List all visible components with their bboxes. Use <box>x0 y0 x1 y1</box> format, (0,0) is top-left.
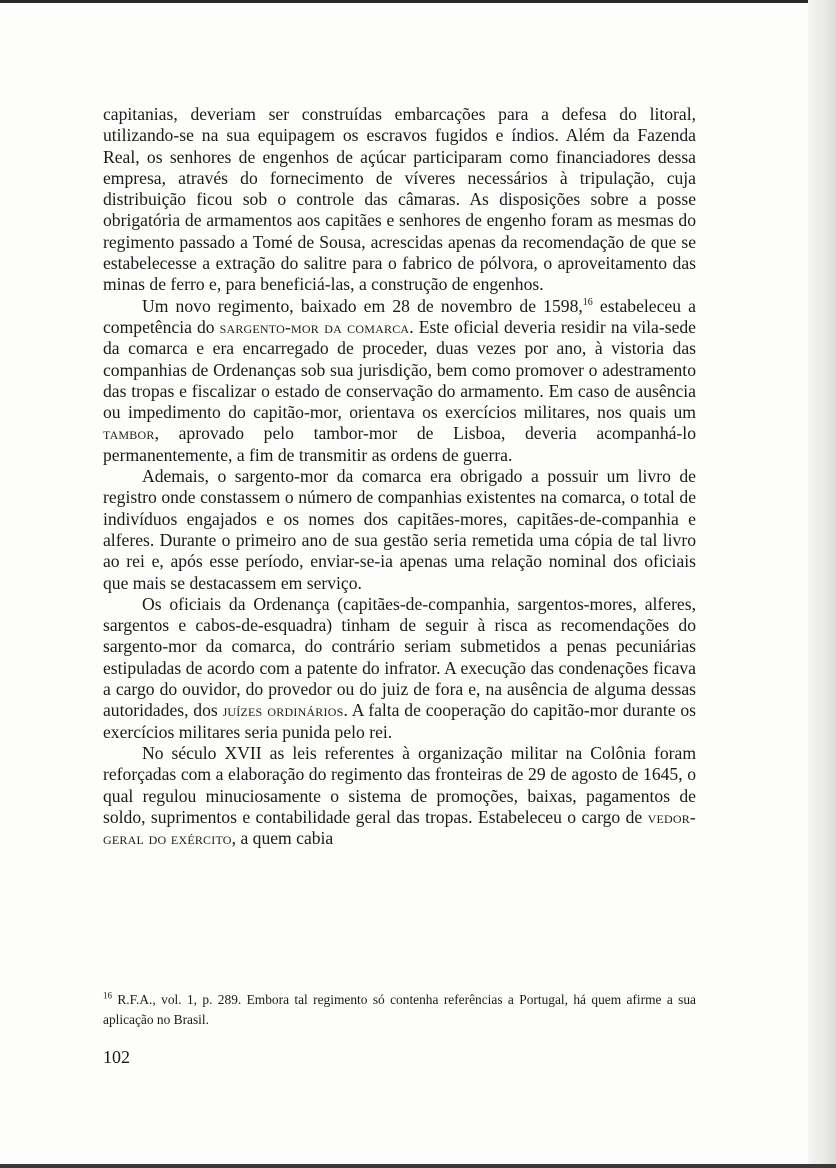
paragraph-text: , aprovado pelo tambor-mor de Lisboa, deveria acompanhá-lo permanentemente, a fim de transmitir as ordens de guerra. <box>103 423 696 465</box>
page-bottom-edge <box>0 1164 836 1168</box>
small-caps-term: juízes ordinários <box>222 700 344 721</box>
small-caps-term: sargento-mor da comarca <box>219 316 410 337</box>
paragraph-text: Ademais, o sargento-mor da comarca era obrigado a possuir um livro de registro onde constassem o número de companhias existentes na comarca, o total de indivíduos engajados e os nomes dos capitães-mores, capitães-de-companhia e alferes. Durante o primeiro ano de sua gestão seria remetida uma cópia de tal livro ao rei e, após esse período, enviar-se-ia apenas uma relação nominal dos oficiais que mais se destacassem em serviço. <box>103 466 696 593</box>
paragraph <box>103 743 696 849</box>
footnote-text: R.F.A., vol. 1, p. 289. Embora tal regimento só contenha referências a Portugal, há quem afirme a sua aplicação no Brasil. <box>103 992 696 1027</box>
paragraph <box>103 296 696 466</box>
footnote-reference: 16 <box>582 296 593 308</box>
paragraph <box>103 594 696 743</box>
small-caps-term: tambor <box>103 423 155 444</box>
footnote <box>103 990 696 1029</box>
paragraph-text: , a quem cabia <box>231 828 334 849</box>
paragraph-text: . A falta de cooperação do capitão-mor durante os exercícios militares seria punida pelo rei. <box>103 700 697 742</box>
paragraph-text: . Este oficial deveria residir na vila-sede da comarca e era encarregado de proceder, duas vezes por ano, à vistoria das companhias de Ordenanças sob sua jurisdição, bem como promover o adestramento das tropas e fiscalizar o estado de conservação do armamento. Em caso de ausência ou impedimento do capitão-mor, orientava os exercícios militares, nos quais um <box>103 316 696 423</box>
page-right-edge <box>808 0 836 1168</box>
body-text <box>103 104 696 849</box>
paragraph <box>103 466 696 594</box>
paragraph-text: No século XVII as leis referentes à organização militar na Colônia foram reforçadas com a elaboração do regimento das fronteiras de 29 de agosto de 1645, o qual regulou minuciosamente o sistema de promoções, baixas, pagamentos de soldo, suprimentos e contabilidade geral das tropas. Estabeleceu o cargo de <box>103 742 696 827</box>
page-top-edge <box>0 0 836 3</box>
paragraph <box>103 104 696 296</box>
footnote-number: 16 <box>103 990 112 1001</box>
paragraph-text: capitanias, deveriam ser construídas embarcações para a defesa do litoral, utilizando-se na sua equipagem os escravos fugidos e índios. Além da Fazenda Real, os senhores de engenhos de açúcar participaram como financiadores dessa empresa, através do fornecimento de víveres necessários à tripulação, cuja distribuição ficou sob o controle das câmaras. As disposições sobre a posse obrigatória de armamentos aos capitães e senhores de engenho foram as mesmas do regimento passado a Tomé de Sousa, acrescidas apenas da recomendação de que se estabelecesse a extração do salitre para o fabrico de pólvora, o aproveitamento das minas de ferro e, para beneficiá-las, a construção de engenhos. <box>103 104 696 295</box>
paragraph-text: estabeleceu a competência do <box>103 295 696 337</box>
paragraph-text: Os oficiais da Ordenança (capitães-de-companhia, sargentos-mores, alferes, sargentos e cabos-de-esquadra) tinham de seguir à risca as recomendações do sargento-mor da comarca, do contrário seriam submetidos a penas pecuniárias estipuladas de acordo com a patente do infrator. A execução das condenações ficava a cargo do ouvidor, do provedor ou do juiz de fora e, na ausência de alguma dessas autoridades, dos <box>103 593 696 721</box>
page-number: 102 <box>103 1047 130 1067</box>
small-caps-term: vedor-geral do exército <box>103 806 696 849</box>
paragraph-text: Um novo regimento, baixado em 28 de novembro de 1598, <box>142 295 583 316</box>
